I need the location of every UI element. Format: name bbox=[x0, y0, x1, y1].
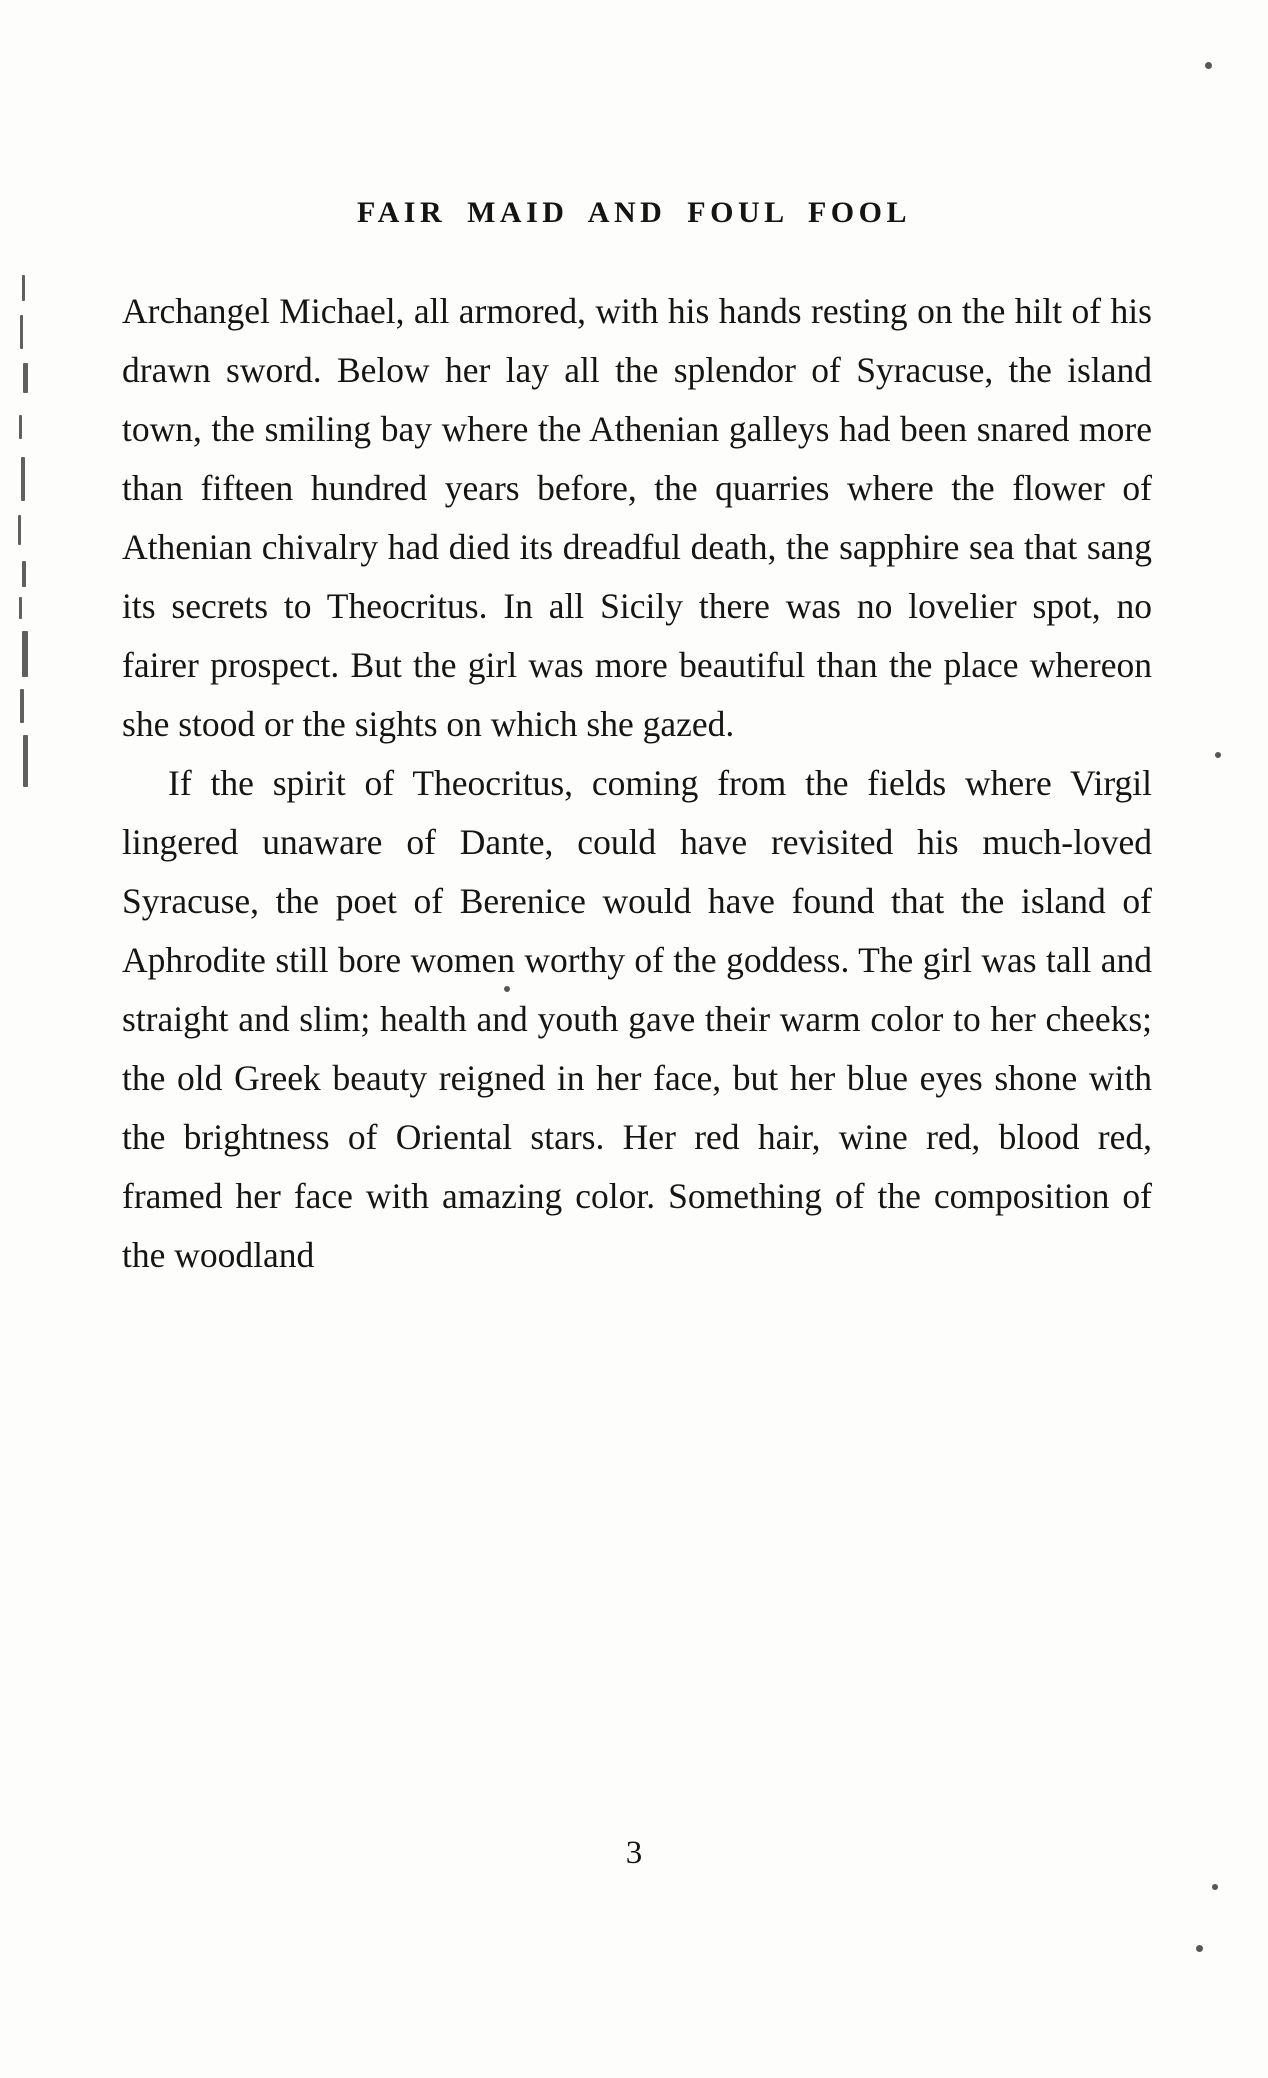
scan-speck bbox=[1205, 62, 1212, 69]
page-edge-artifacts bbox=[16, 275, 30, 875]
running-head: FAIR MAID AND FOUL FOOL bbox=[357, 196, 911, 229]
page-number: 3 bbox=[625, 1835, 643, 1871]
scan-speck bbox=[1212, 1884, 1218, 1890]
paragraph-2: If the spirit of Theocritus, coming from the fields where Virgil lingered unaware of Dante, could have revisited his much-loved Syracuse, the poet of Berenice would have found that the island of Aphrodite still bore women worthy of the goddess. The girl was tall and straight and slim; health and youth gave their warm color to her cheeks; the old Greek beauty reigned in her face, but her blue eyes shone with the brightness of Oriental stars. Her red hair, wine red, blood red, framed her face with amazing color. Something of the composition of the woodland bbox=[122, 763, 1152, 1275]
scan-speck bbox=[1196, 1945, 1203, 1952]
body-text bbox=[122, 282, 1152, 1285]
scan-speck bbox=[1215, 752, 1221, 758]
paragraph-1: Archangel Michael, all armored, with his hands resting on the hilt of his drawn sword. Below her lay all the splendor of Syracuse, the island town, the smiling bay where the Athenian galleys had been snared more than fifteen hundred years before, the quarries where the flower of Athenian chivalry had died its dreadful death, the sapphire sea that sang its secrets to Theocritus. In all Sicily there was no lovelier spot, no fairer prospect. But the girl was more beautiful than the place whereon she stood or the sights on which she gazed. bbox=[122, 291, 1152, 744]
